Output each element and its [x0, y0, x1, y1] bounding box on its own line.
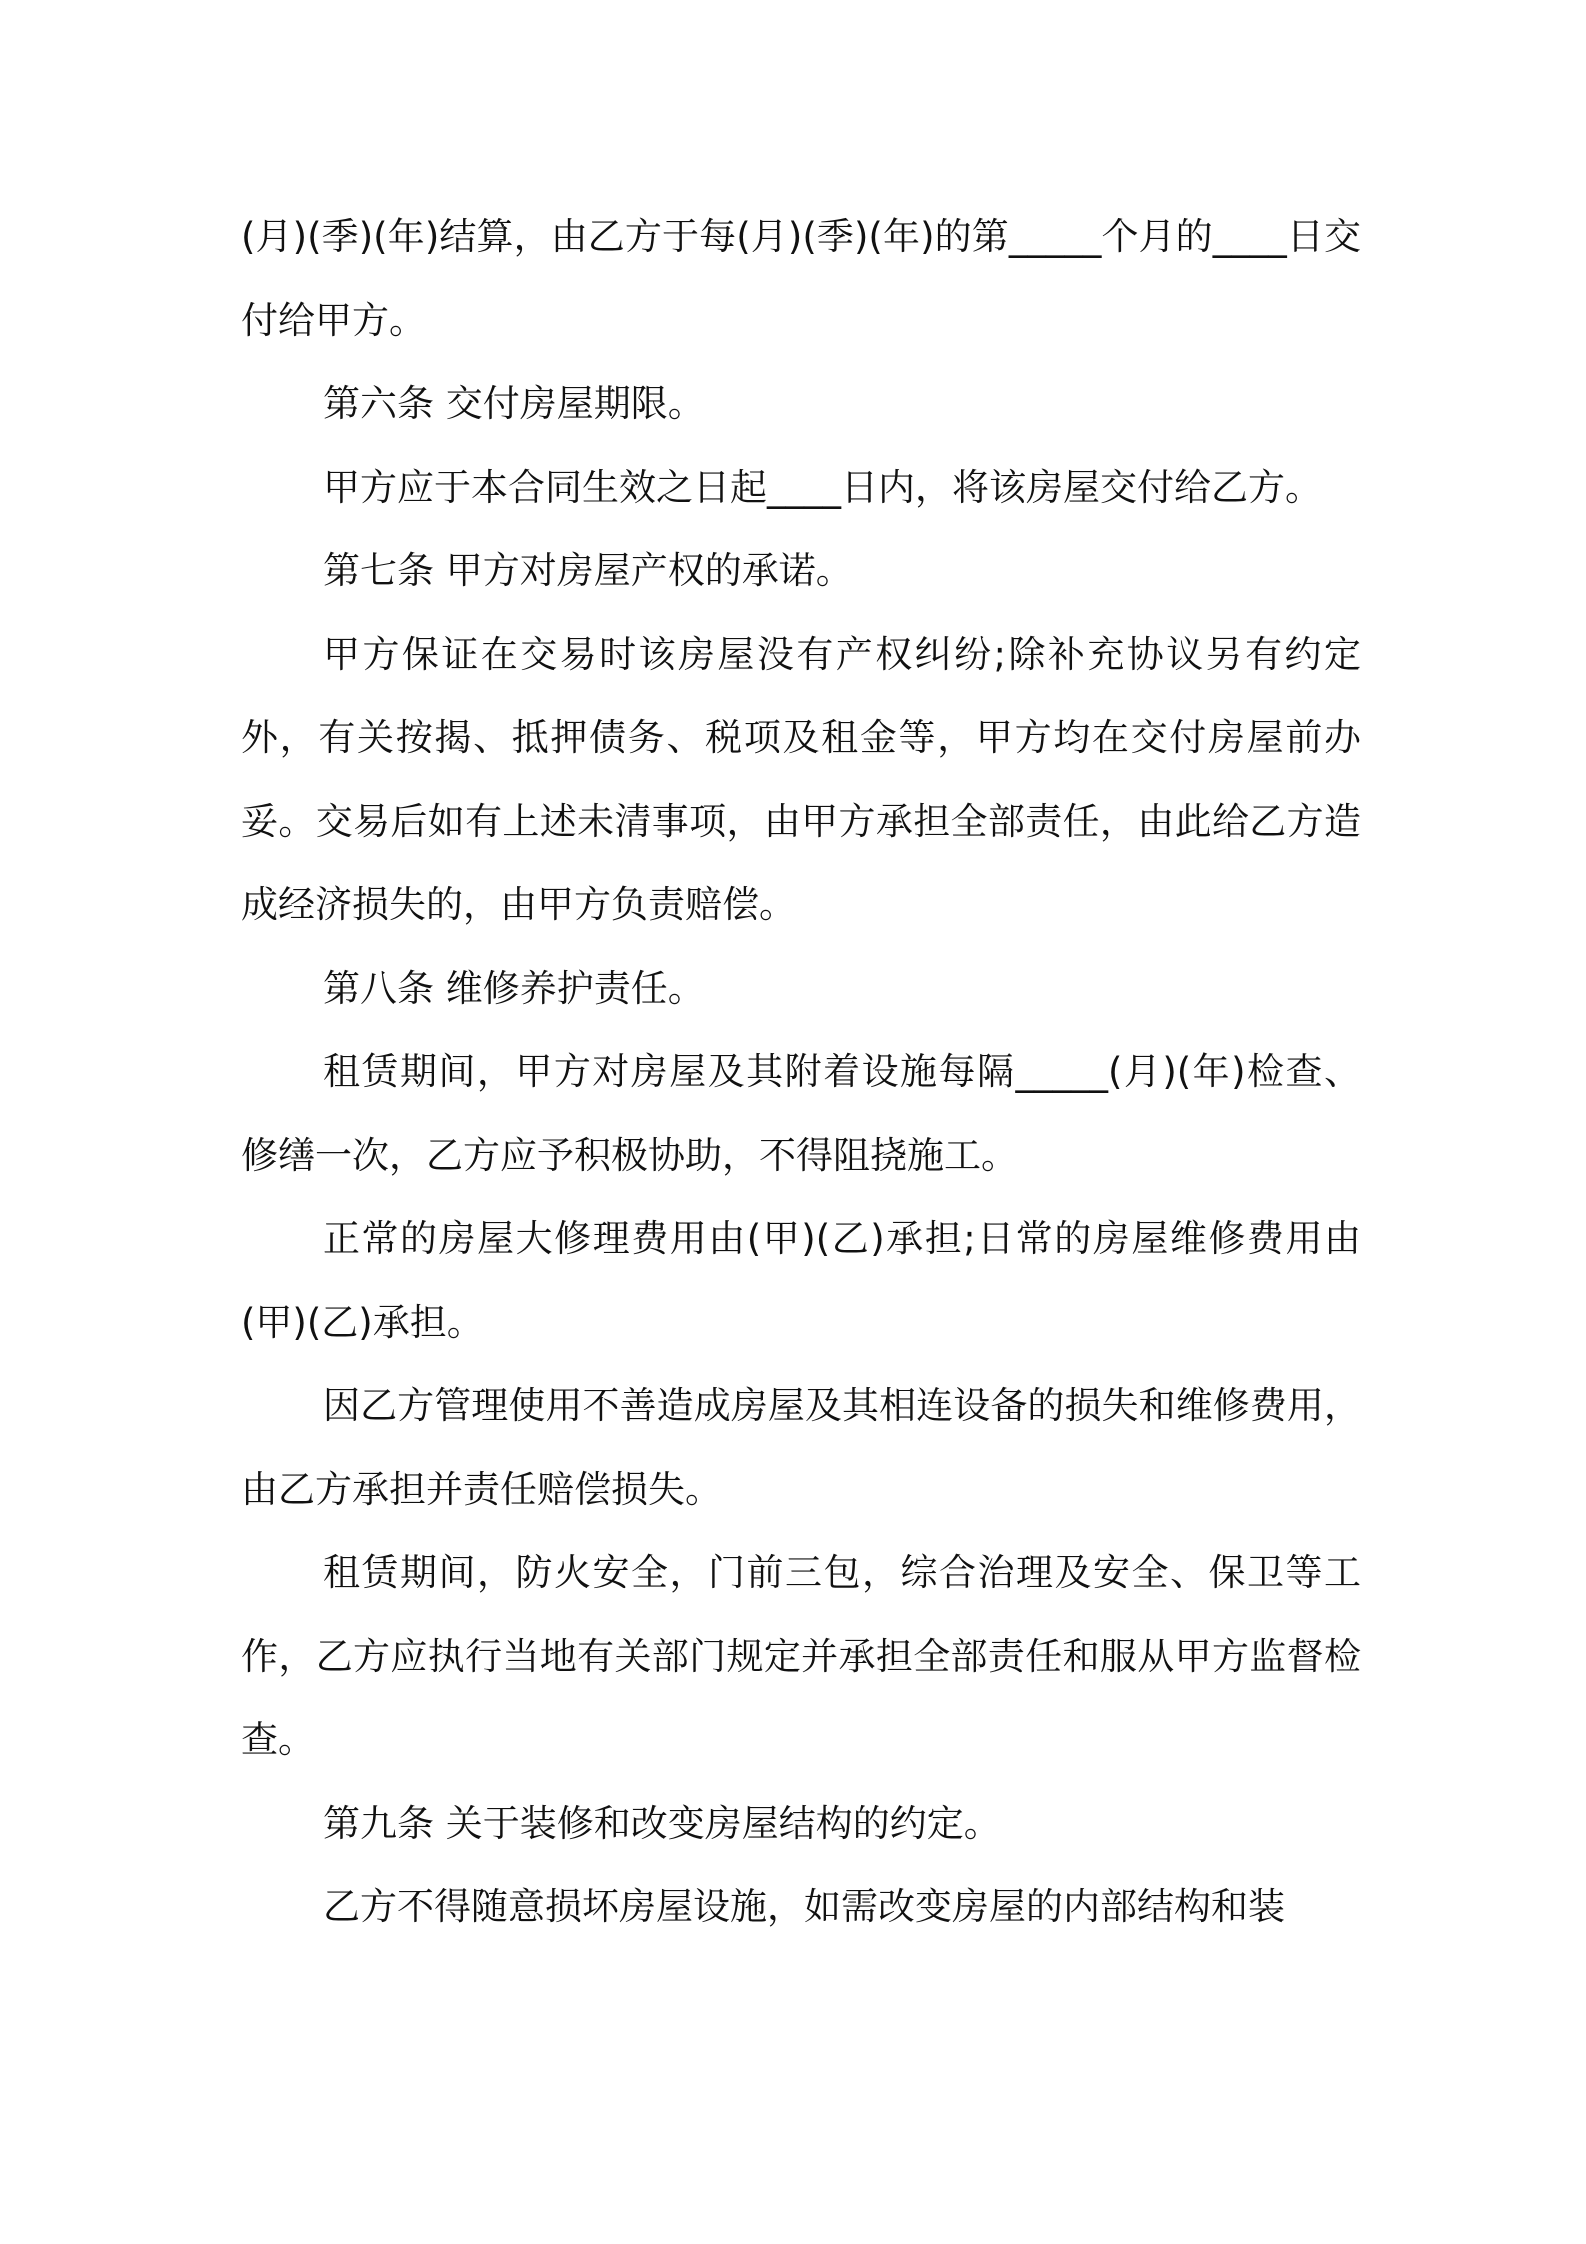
article-7-heading: 第七条 甲方对房屋产权的承诺。 — [323, 549, 853, 592]
paragraph-settlement: (月)(季)(年)结算，由乙方于每(月)(季)(年)的第_____个月的____日交付给甲方。 — [241, 215, 1361, 342]
paragraph-delivery-period: 甲方应于本合同生效之日起____日内，将该房屋交付给乙方。 — [323, 465, 1322, 509]
document-body — [241, 195, 1361, 1949]
article-8-heading: 第八条 维修养护责任。 — [323, 966, 705, 1010]
article-6-heading: 第六条 交付房屋期限。 — [323, 382, 705, 425]
paragraph-renovation: 乙方不得随意损坏房屋设施，如需改变房屋的内部结构和装 — [323, 1885, 1285, 1928]
article-9-heading: 第九条 关于装修和改变房屋结构的约定。 — [323, 1801, 1001, 1845]
paragraph-repair-costs: 正常的房屋大修理费用由(甲)(乙)承担;日常的房屋维修费用由(甲)(乙)承担。 — [241, 1217, 1361, 1344]
paragraph-property-rights: 甲方保证在交易时该房屋没有产权纠纷;除补充协议另有约定外，有关按揭、抵押债务、税项及租金等，甲方均在交付房屋前办妥。交易后如有上述未清事项，由甲方承担全部责任，由此给乙方造成经济损失的，由甲方负责赔偿。 — [241, 632, 1361, 926]
paragraph-inspection: 租赁期间，甲方对房屋及其附着设施每隔_____(月)(年)检查、修缮一次，乙方应予积极协助，不得阻挠施工。 — [241, 1050, 1361, 1177]
paragraph-safety-duties: 租赁期间，防火安全，门前三包，综合治理及安全、保卫等工作，乙方应执行当地有关部门规定并承担全部责任和服从甲方监督检查。 — [241, 1551, 1361, 1761]
paragraph-damage-liability: 因乙方管理使用不善造成房屋及其相连设备的损失和维修费用，由乙方承担并责任赔偿损失。 — [241, 1384, 1361, 1511]
